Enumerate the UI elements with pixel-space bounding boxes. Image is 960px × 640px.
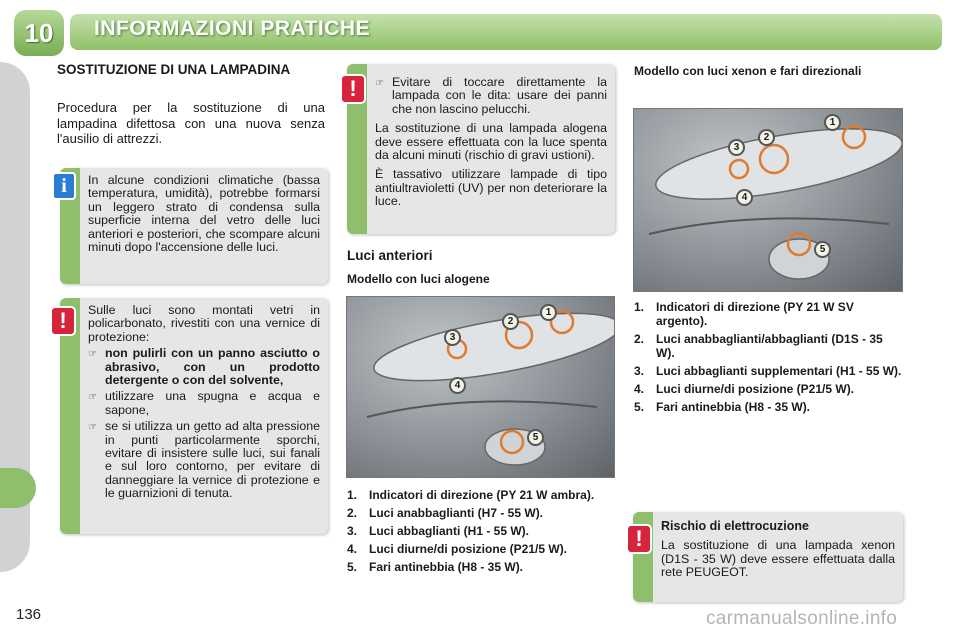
- warning-bullet-text: non pulirli con un panno asciutto o abrasivo, con un prodotto detergente o con del solvente,: [105, 346, 320, 388]
- top-warning-bullet-text: Evitare di toccare direttamente la lampada con le dita: usare dei panni che non lascino pelucchi.: [392, 75, 607, 116]
- legend-item: 3. Luci abbaglianti supplementari (H1 - 55 W).: [634, 364, 902, 378]
- section-intro: Procedura per la sostituzione di una lampadina difettosa con una nuova senza l'ausilio di attrezzi.: [57, 100, 325, 146]
- callout-5: 5: [527, 429, 544, 446]
- warning-icon: !: [626, 524, 652, 554]
- info-box: [60, 168, 328, 284]
- callout-3: 3: [728, 139, 745, 156]
- chapter-tab: [0, 468, 36, 508]
- electrocution-box: [633, 512, 903, 602]
- pointing-hand-icon: ☞: [88, 349, 97, 361]
- page-number: 136: [16, 606, 42, 623]
- top-warning-para: È tassativo utilizzare lampade di tipo antiultravioletti (UV) per non deteriorare la luce.: [375, 167, 607, 209]
- legend-item: 1. Indicatori di direzione (PY 21 W SV argento).: [634, 300, 854, 328]
- legend-item: 2. Luci anabbaglianti/abbaglianti (D1S - 35 W).: [634, 332, 883, 360]
- pointing-hand-icon: ☞: [375, 78, 384, 89]
- callout-1: 1: [824, 114, 841, 131]
- info-icon: i: [52, 172, 76, 200]
- section-title: SOSTITUZIONE DI UNA LAMPADINA: [57, 62, 291, 77]
- warning-bullet-text: utilizzare una spugna e acqua e sapone,: [105, 389, 320, 417]
- halogen-headlight-photo: [346, 296, 615, 478]
- legend-item: 3. Luci abbaglianti (H1 - 55 W).: [347, 524, 530, 538]
- warning-bullet-text: se si utilizza un getto ad alta pressione in punti particolarmente sporchi, evitare di insistere sulle luci, sui fanali e sul loro contorno, per evitare di danneggiare la vernice di protezione e le guarnizioni di tenuta.: [105, 419, 320, 501]
- callout-4: 4: [449, 377, 466, 394]
- warning-bullet: [88, 347, 320, 387]
- warning-box-body: [80, 298, 328, 507]
- top-warning-box-body: [367, 64, 615, 215]
- xenon-title: Modello con luci xenon e fari direzionali: [634, 64, 862, 78]
- warning-box-intro: Sulle luci sono montati vetri in policarbonato, rivestiti con una vernice di protezione:: [88, 303, 320, 344]
- legend-item: 4. Luci diurne/di posizione (P21/5 W).: [347, 542, 568, 556]
- callout-3: 3: [444, 329, 461, 346]
- pointing-hand-icon: ☞: [88, 392, 97, 404]
- halogen-legend: [347, 488, 617, 578]
- legend-item: 4. Luci diurne/di posizione (P21/5 W).: [634, 382, 855, 396]
- electrocution-text: La sostituzione di una lampada xenon (D1S - 35 W) deve essere effettuata dalla rete PEUGEOT.: [661, 538, 895, 580]
- callout-2: 2: [758, 129, 775, 146]
- legend-item: 5. Fari antinebbia (H8 - 35 W).: [634, 400, 811, 414]
- top-warning-box: [347, 64, 615, 234]
- pointing-hand-icon: ☞: [88, 422, 97, 434]
- warning-bullet: [88, 390, 320, 417]
- callout-5: 5: [814, 241, 831, 258]
- warning-icon: !: [340, 74, 366, 104]
- front-lights-title: Luci anteriori: [347, 248, 433, 263]
- electrocution-title: Rischio di elettrocuzione: [661, 519, 809, 533]
- legend-item: 5. Fari antinebbia (H8 - 35 W).: [347, 560, 524, 574]
- headlight-illustration: [347, 297, 615, 478]
- legend-item: 1. Indicatori di direzione (PY 21 W ambra).: [347, 488, 595, 502]
- warning-icon: !: [50, 306, 76, 336]
- electrocution-box-body: [653, 512, 903, 586]
- top-warning-para: La sostituzione di una lampada alogena deve essere effettuata con la luce spenta da alcuni minuti (rischio di gravi ustioni).: [375, 121, 607, 163]
- callout-1: 1: [540, 304, 557, 321]
- chapter-number-badge: 10: [14, 10, 64, 56]
- callout-2: 2: [502, 313, 519, 330]
- warning-box: [60, 298, 328, 534]
- watermark: carmanualsonline.info: [706, 608, 898, 629]
- xenon-legend: [634, 300, 904, 418]
- warning-bullet: [88, 420, 320, 500]
- page-title: INFORMAZIONI PRATICHE: [94, 17, 371, 40]
- callout-4: 4: [736, 189, 753, 206]
- halogen-title: Modello con luci alogene: [347, 272, 490, 286]
- legend-item: 2. Luci anabbaglianti (H7 - 55 W).: [347, 506, 544, 520]
- xenon-headlight-photo: [633, 108, 903, 292]
- info-box-text: In alcune condizioni climatiche (bassa temperatura, umidità), potrebbe formarsi un leggero strato di condensa sulla superficie interna del vetro delle luci anteriori e posteriori, che scompare alcuni minuti dopo l'accensione delle luci.: [88, 173, 320, 255]
- top-warning-bullet: [375, 76, 607, 116]
